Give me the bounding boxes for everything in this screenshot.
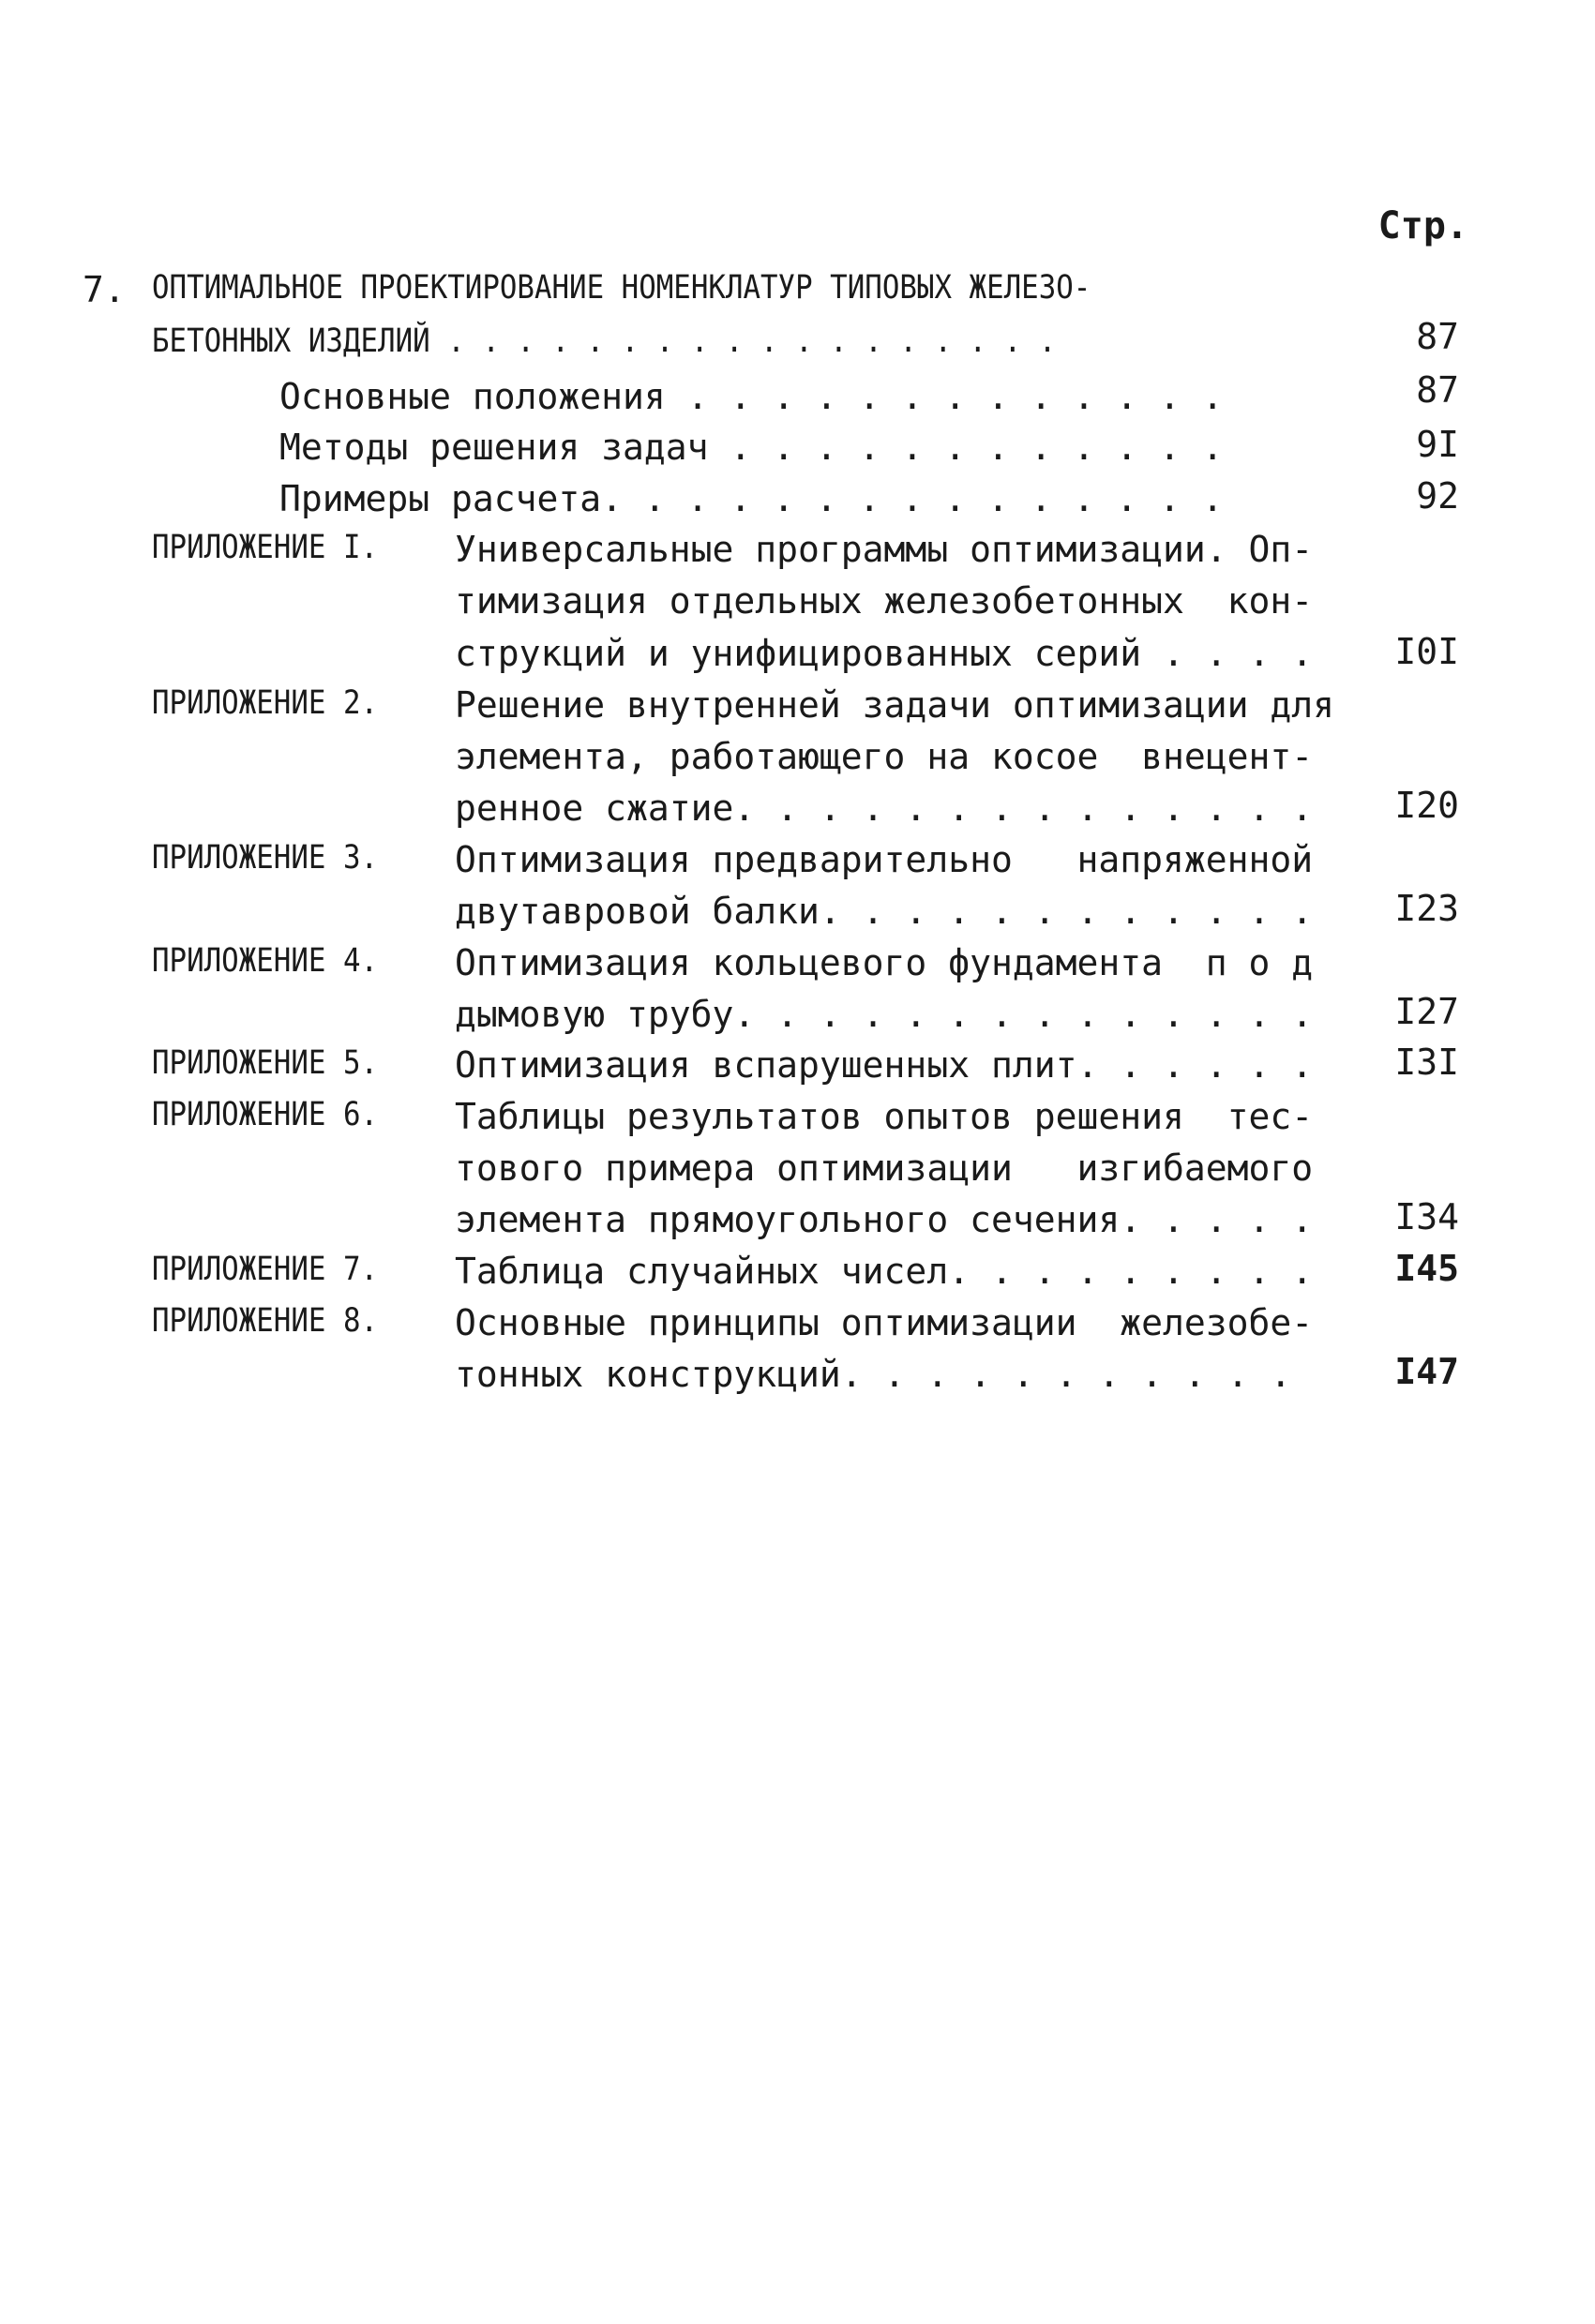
appendix-8-page: I47 bbox=[1394, 1351, 1459, 1392]
subsection-basic-provisions-page: 87 bbox=[1416, 369, 1459, 411]
appendix-7-page: I45 bbox=[1394, 1248, 1459, 1289]
page-column-header: Стр. bbox=[1377, 204, 1468, 247]
appendix-5-label: ПРИЛОЖЕНИЕ 5. bbox=[152, 1044, 379, 1082]
appendix-7-line-1: Таблица случайных чисел. . . . . . . . . bbox=[455, 1251, 1314, 1292]
appendix-2-page: I20 bbox=[1394, 785, 1459, 826]
appendix-7-label: ПРИЛОЖЕНИЕ 7. bbox=[152, 1251, 379, 1288]
appendix-1-line-3: струкций и унифицированных серий . . . . bbox=[455, 633, 1314, 674]
appendix-2-label: ПРИЛОЖЕНИЕ 2. bbox=[152, 684, 379, 722]
appendix-6-line-1: Таблицы результатов опытов решения тес- bbox=[455, 1096, 1314, 1137]
appendix-2-line-3: ренное сжатие. . . . . . . . . . . . . . bbox=[455, 787, 1314, 829]
appendix-2-line-2: элемента, работающего на косое внецент- bbox=[455, 736, 1314, 777]
chapter-title-line-1: ОПТИМАЛЬНОЕ ПРОЕКТИРОВАНИЕ НОМЕНКЛАТУР ТИПОВЫХ ЖЕЛЕЗО- bbox=[152, 269, 1091, 307]
appendix-3-line-2: двутавровой балки. . . . . . . . . . . . bbox=[455, 891, 1314, 932]
appendix-4-line-1: Оптимизация кольцевого фундамента п о д bbox=[455, 942, 1314, 983]
chapter-title-line-2: БЕТОННЫХ ИЗДЕЛИЙ . . . . . . . . . . . . . . . . . . bbox=[152, 322, 1057, 360]
appendix-3-label: ПРИЛОЖЕНИЕ 3. bbox=[152, 839, 379, 877]
appendix-1-label: ПРИЛОЖЕНИЕ I. bbox=[152, 529, 379, 566]
appendix-8-label: ПРИЛОЖЕНИЕ 8. bbox=[152, 1302, 379, 1340]
subsection-basic-provisions: Основные положения . . . . . . . . . . . . . bbox=[279, 376, 1224, 417]
appendix-1-line-2: тимизация отдельных железобетонных кон- bbox=[455, 580, 1314, 622]
subsection-calculation-examples-page: 92 bbox=[1416, 475, 1459, 517]
appendix-2-line-1: Решение внутренней задачи оптимизации для bbox=[455, 684, 1334, 726]
subsection-solution-methods: Методы решения задач . . . . . . . . . . . . bbox=[279, 427, 1224, 468]
appendix-6-line-2: тового примера оптимизации изгибаемого bbox=[455, 1147, 1314, 1189]
chapter-page-number: 87 bbox=[1416, 316, 1459, 357]
appendix-4-line-2: дымовую трубу. . . . . . . . . . . . . . bbox=[455, 994, 1314, 1035]
appendix-8-line-2: тонных конструкций. . . . . . . . . . . bbox=[455, 1354, 1292, 1395]
chapter-number: 7. bbox=[83, 269, 126, 310]
appendix-1-page: I0I bbox=[1394, 631, 1459, 672]
appendix-8-line-1: Основные принципы оптимизации железобе- bbox=[455, 1302, 1314, 1343]
subsection-solution-methods-page: 9I bbox=[1416, 424, 1459, 465]
appendix-4-label: ПРИЛОЖЕНИЕ 4. bbox=[152, 942, 379, 980]
appendix-6-page: I34 bbox=[1394, 1196, 1459, 1237]
appendix-5-page: I3I bbox=[1394, 1042, 1459, 1083]
appendix-6-line-3: элемента прямоугольного сечения. . . . . bbox=[455, 1199, 1314, 1240]
appendix-5-line-1: Оптимизация вспарушенных плит. . . . . . bbox=[455, 1044, 1314, 1086]
appendix-3-line-1: Оптимизация предварительно напряженной bbox=[455, 839, 1314, 880]
appendix-1-line-1: Универсальные программы оптимизации. Оп- bbox=[455, 529, 1314, 570]
subsection-calculation-examples: Примеры расчета. . . . . . . . . . . . . . . bbox=[279, 478, 1224, 519]
appendix-6-label: ПРИЛОЖЕНИЕ 6. bbox=[152, 1096, 379, 1133]
appendix-4-page: I27 bbox=[1394, 991, 1459, 1032]
appendix-3-page: I23 bbox=[1394, 888, 1459, 929]
